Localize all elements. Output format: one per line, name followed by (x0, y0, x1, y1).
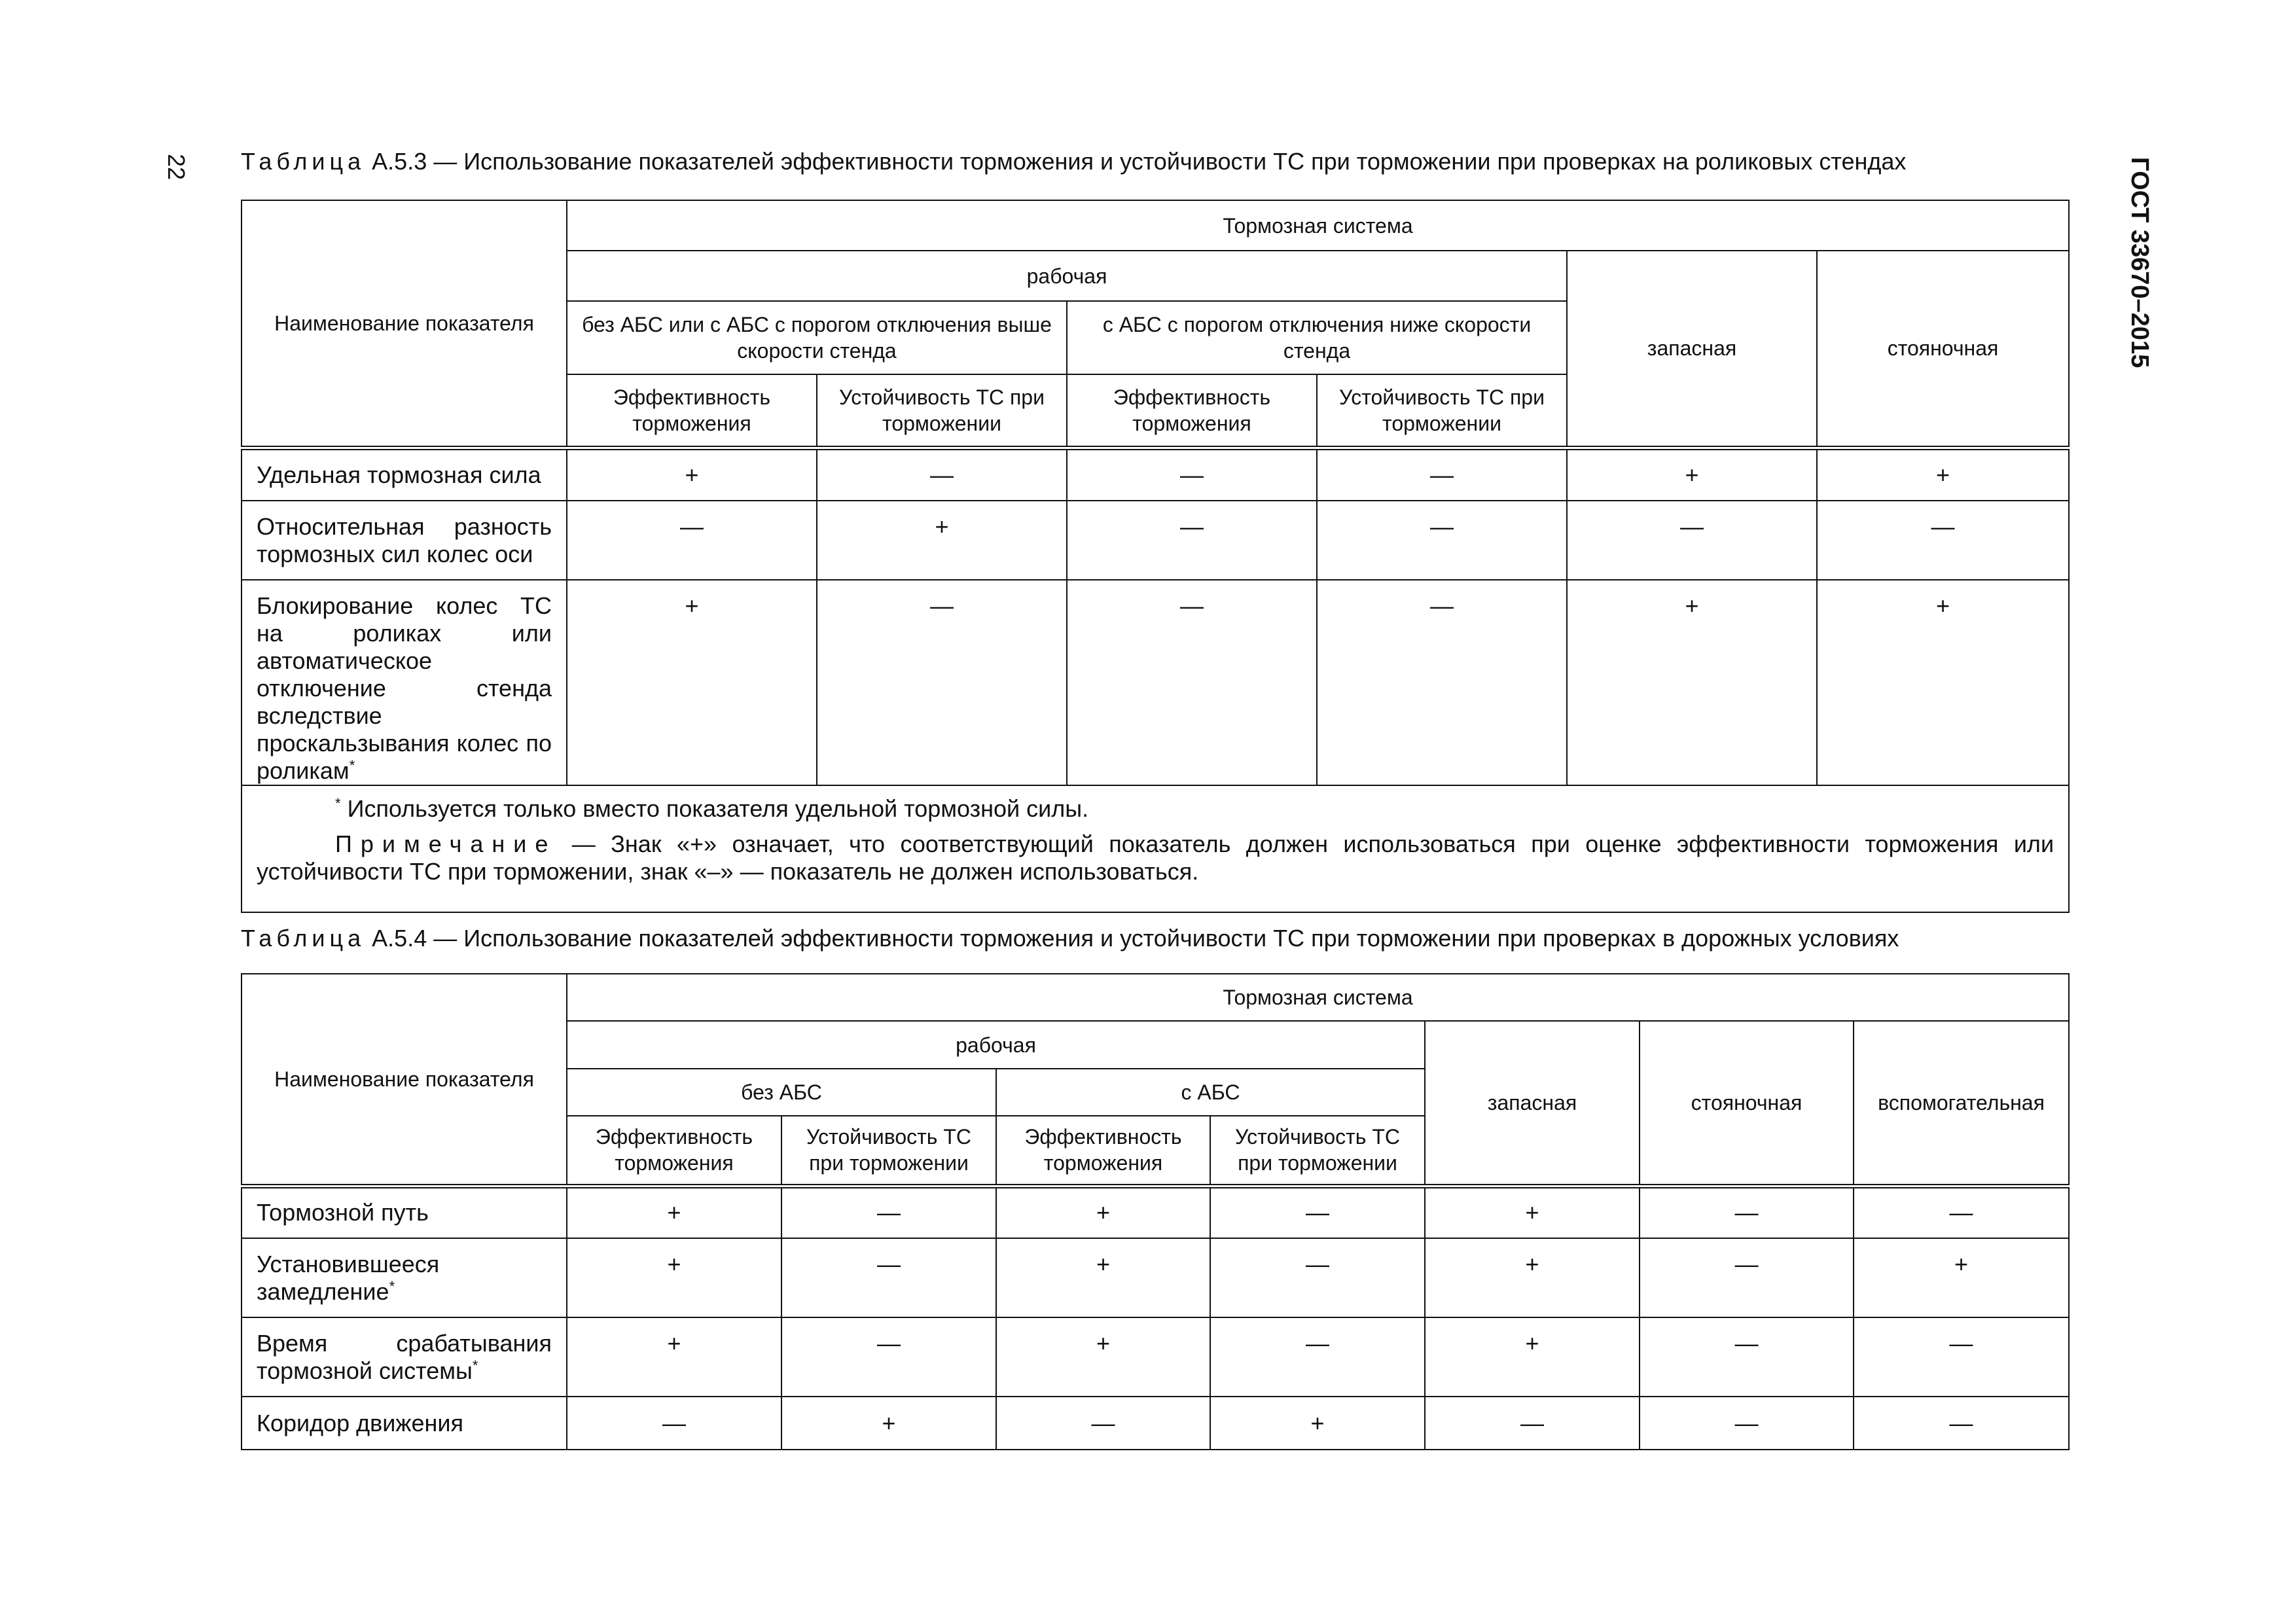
table1 (241, 200, 2070, 913)
cell-value: — (1210, 1238, 1425, 1317)
cell-value: — (1817, 501, 2069, 580)
table2-header-reserve: запасная (1425, 1021, 1640, 1186)
row-name: Установившееся замедление* (242, 1238, 567, 1317)
cell-value: — (1317, 501, 1567, 580)
table-row (242, 580, 2069, 785)
cell-value: — (1317, 580, 1567, 785)
row-name: Относительная разность тормозных сил колес оси (242, 501, 567, 580)
table-row (242, 1397, 2069, 1450)
cell-value: — (1210, 1186, 1425, 1238)
cell-value: + (1567, 448, 1817, 501)
cell-value: — (567, 501, 817, 580)
cell-value: + (1425, 1238, 1640, 1317)
table1-header-stability-1: Устойчивость ТС при торможении (817, 374, 1067, 448)
cell-value: — (1854, 1397, 2069, 1450)
cell-value: + (567, 1317, 781, 1397)
cell-value: + (1817, 580, 2069, 785)
table1-note: Примечание — Знак «+» означает, что соответствующий показатель должен использоваться при оценке эффективности торможения или устойчивости ТС при торможении, знак «–» — показатель не должен использоваться. (257, 830, 2054, 885)
cell-value: — (1425, 1397, 1640, 1450)
cell-value: — (1854, 1317, 2069, 1397)
cell-value: + (781, 1397, 996, 1450)
page-number: 22 (163, 154, 190, 181)
table2-header-service: рабочая (567, 1021, 1425, 1069)
table1-notes-row (242, 785, 2069, 912)
cell-value: — (1640, 1186, 1854, 1238)
table2-header-no-abs: без АБС (567, 1069, 996, 1116)
table2-header-indicator: Наименование показателя (242, 974, 567, 1186)
table1-caption-text: А.5.3 — Использование показателей эффективности торможения и устойчивости ТС при торможении при проверках на роликовых стендах (365, 148, 1907, 175)
row-name: Блокирование колес ТС на роликах или автоматическое отключение стенда вследствие проскальзывания колес по роликам* (242, 580, 567, 785)
cell-value: — (1317, 448, 1567, 501)
table2-caption (241, 925, 1899, 952)
table1-caption-label: Таблица (241, 148, 366, 175)
cell-value: + (1425, 1186, 1640, 1238)
table1-header-abs: с АБС с порогом отключения ниже скорости стенда (1067, 301, 1567, 374)
table1-header-efficiency-1: Эффективность торможения (567, 374, 817, 448)
table1-notes (242, 785, 2069, 912)
cell-value: — (567, 1397, 781, 1450)
cell-value: + (1854, 1238, 2069, 1317)
cell-value: — (1854, 1186, 2069, 1238)
cell-value: + (996, 1186, 1210, 1238)
cell-value: + (996, 1238, 1210, 1317)
cell-value: — (817, 448, 1067, 501)
table2-caption-text: А.5.4 — Использование показателей эффективности торможения и устойчивости ТС при торможении при проверках в дорожных условиях (365, 925, 1899, 952)
row-name: Тормозной путь (242, 1186, 567, 1238)
table1-header-no-abs: без АБС или с АБС с порогом отключения выше скорости стенда (567, 301, 1067, 374)
table2-header-auxiliary: вспомогательная (1854, 1021, 2069, 1186)
cell-value: — (781, 1186, 996, 1238)
cell-value: — (817, 580, 1067, 785)
cell-value: + (1567, 580, 1817, 785)
cell-value: + (1425, 1317, 1640, 1397)
cell-value: — (1067, 501, 1317, 580)
table1-caption (241, 148, 1906, 175)
document-code: ГОСТ 33670–2015 (2126, 157, 2153, 368)
cell-value: + (567, 1186, 781, 1238)
cell-value: + (817, 501, 1067, 580)
cell-value: — (1640, 1238, 1854, 1317)
table-row (242, 448, 2069, 501)
cell-value: + (567, 448, 817, 501)
table-row (242, 1317, 2069, 1397)
table-row (242, 1238, 2069, 1317)
table2-header-parking: стояночная (1640, 1021, 1854, 1186)
table1-header-stability-2: Устойчивость ТС при торможении (1317, 374, 1567, 448)
table1-header-efficiency-2: Эффективность торможения (1067, 374, 1317, 448)
table-row (242, 1186, 2069, 1238)
table1-footnote: * Используется только вместо показателя удельной тормозной силы. (335, 795, 1089, 822)
row-name: Удельная тормозная сила (242, 448, 567, 501)
table2 (241, 973, 2070, 1450)
cell-value: — (1567, 501, 1817, 580)
cell-value: + (567, 580, 817, 785)
cell-value: — (1067, 580, 1317, 785)
table-row (242, 501, 2069, 580)
table2-caption-label: Таблица (241, 925, 366, 952)
row-name: Коридор движения (242, 1397, 567, 1450)
cell-value: + (1817, 448, 2069, 501)
table1-header-parking: стояночная (1817, 251, 2069, 448)
cell-value: — (1640, 1317, 1854, 1397)
cell-value: — (1210, 1317, 1425, 1397)
table1-header-reserve: запасная (1567, 251, 1817, 448)
cell-value: — (996, 1397, 1210, 1450)
cell-value: — (781, 1317, 996, 1397)
cell-value: — (1067, 448, 1317, 501)
table2-header-efficiency-1: Эффективность торможения (567, 1116, 781, 1186)
table2-header-stability-1: Устойчивость ТС при торможении (781, 1116, 996, 1186)
table2-header-abs: с АБС (996, 1069, 1425, 1116)
row-name: Время срабатывания тормозной системы* (242, 1317, 567, 1397)
cell-value: + (567, 1238, 781, 1317)
cell-value: — (781, 1238, 996, 1317)
table2-header-efficiency-2: Эффективность торможения (996, 1116, 1210, 1186)
cell-value: — (1640, 1397, 1854, 1450)
table1-header-brake-system: Тормозная система (567, 200, 2069, 251)
table1-header-indicator: Наименование показателя (242, 200, 567, 448)
table1-header-service: рабочая (567, 251, 1567, 301)
table2-header-brake-system: Тормозная система (567, 974, 2069, 1021)
cell-value: + (1210, 1397, 1425, 1450)
table2-header-stability-2: Устойчивость ТС при торможении (1210, 1116, 1425, 1186)
cell-value: + (996, 1317, 1210, 1397)
